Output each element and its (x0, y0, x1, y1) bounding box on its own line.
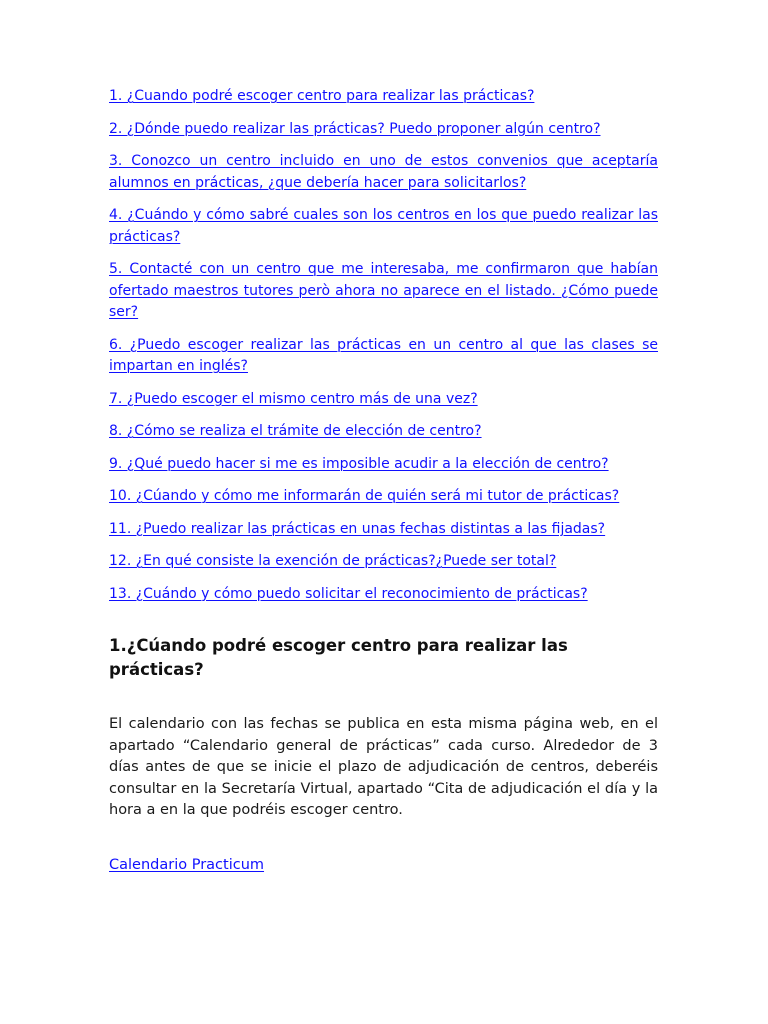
faq-link-8[interactable]: 8. ¿Cómo se realiza el trámite de elección de centro? (109, 423, 482, 439)
list-item (109, 335, 658, 378)
list-item (109, 421, 658, 443)
faq-link-6[interactable]: 6. ¿Puedo escoger realizar las prácticas en un centro al que las clases se impartan en inglés? (109, 336, 658, 374)
list-item (109, 454, 658, 476)
list-item (109, 486, 658, 508)
calendario-practicum-link[interactable]: Calendario Practicum (109, 856, 265, 873)
faq-link-11[interactable]: 11. ¿Puedo realizar las prácticas en unas fechas distintas a las fijadas? (109, 520, 606, 537)
section-heading: 1.¿Cúando podré escoger centro para realizar las prácticas? (109, 636, 568, 679)
list-item (109, 86, 658, 108)
faq-link-2[interactable]: 2. ¿Dónde puedo realizar las prácticas? Puedo proponer algún centro? (109, 120, 601, 137)
list-item (109, 519, 658, 541)
list-item (109, 389, 658, 411)
faq-link-9[interactable]: 9. ¿Qué puedo hacer si me es imposible acudir a la elección de centro? (109, 455, 609, 472)
list-item (109, 584, 658, 606)
faq-link-12[interactable]: 12. ¿En qué consiste la exención de prácticas?¿Puede ser total? (109, 553, 557, 569)
faq-index (109, 86, 658, 605)
list-item (109, 551, 658, 573)
faq-link-10[interactable]: 10. ¿Cúando y cómo me informarán de quién será mi tutor de prácticas? (109, 488, 620, 504)
faq-page (109, 86, 658, 876)
faq-link-5[interactable]: 5. Contacté con un centro que me interesaba, me confirmaron que habían ofertado maestros tutores però ahora no aparece en el listado. ¿Cómo puede ser? (109, 261, 658, 320)
list-item (109, 259, 658, 324)
faq-link-3[interactable]: 3. Conozco un centro incluido en uno de estos convenios que aceptaría alumnos en prácticas, ¿que debería hacer para solicitarlos? (109, 153, 658, 191)
faq-link-4[interactable]: 4. ¿Cuándo y cómo sabré cuales son los centros en los que puedo realizar las prácticas? (109, 207, 658, 245)
section-body-text: El calendario con las fechas se publica en esta misma página web, en el apartado “Calendario general de prácticas” cada curso. Alrededor de 3 días antes de que se inicie el plazo de adjudicación de centros, deberéis consultar en la Secretaría Virtual, apartado “Cita de adjudicación el día y la hora a en la que podréis escoger centro. (109, 716, 658, 819)
faq-link-1[interactable]: 1. ¿Cuando podré escoger centro para realizar las prácticas? (109, 88, 535, 104)
faq-link-13[interactable]: 13. ¿Cuándo y cómo puedo solicitar el reconocimiento de prácticas? (109, 585, 588, 602)
list-item (109, 151, 658, 194)
list-item (109, 119, 658, 141)
faq-link-7[interactable]: 7. ¿Puedo escoger el mismo centro más de una vez? (109, 390, 478, 407)
list-item (109, 205, 658, 248)
